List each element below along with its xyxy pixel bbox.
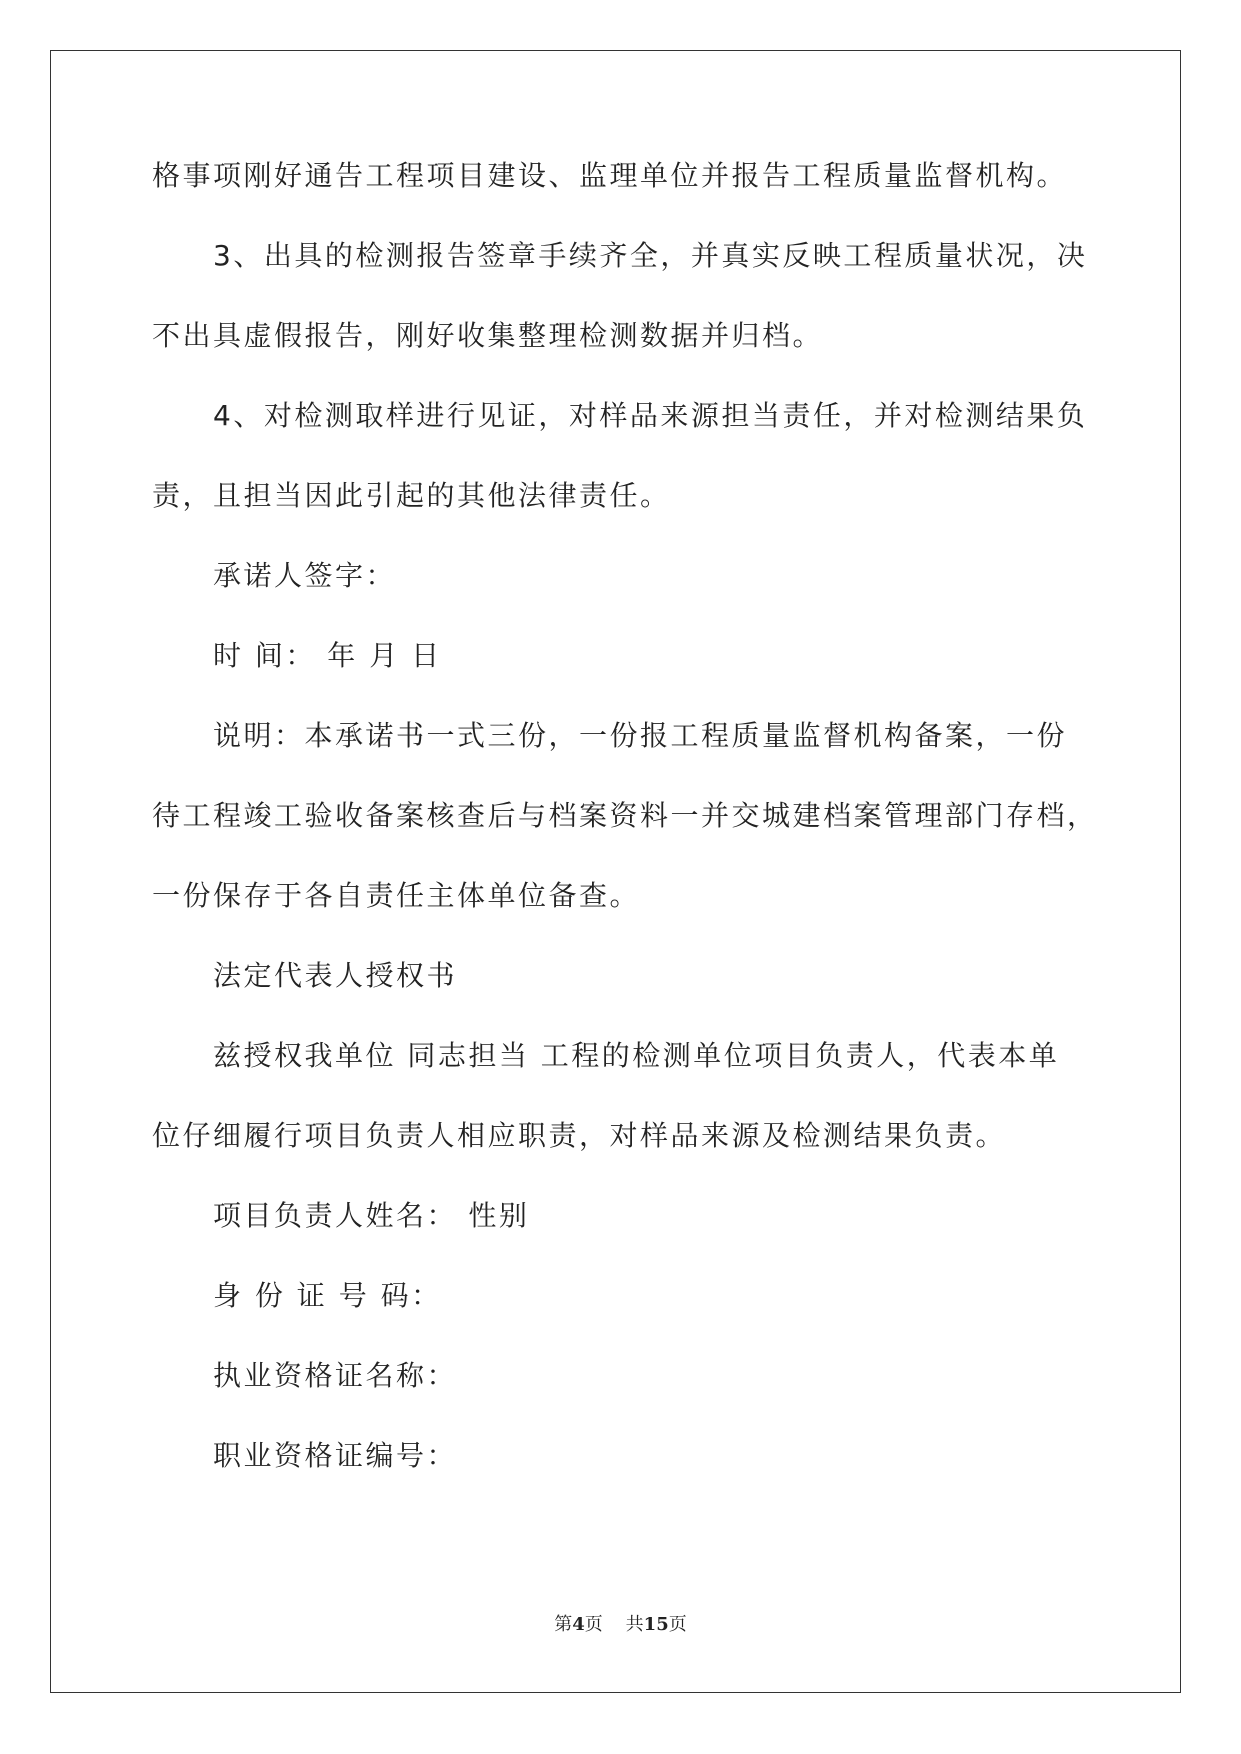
field-name-gender: 项目负责人姓名： 性别 — [213, 1199, 530, 1232]
paragraph-line-2: 3、出具的检测报告签章手续齐全，并真实反映工程质量状况，决 — [213, 239, 1088, 272]
note-line-2: 待工程竣工验收备案核查后与档案资料一并交城建档案管理部门存档， — [152, 799, 1098, 832]
footer-suffix: 页 — [668, 1614, 687, 1635]
paragraph-line-5: 责，且担当因此引起的其他法律责任。 — [152, 479, 671, 512]
field-qualification-number: 职业资格证编号： — [213, 1439, 458, 1472]
promisor-signature-line: 承诺人签字： — [213, 559, 397, 592]
current-page-number: 4 — [572, 1614, 585, 1635]
paragraph-line-1: 格事项刚好通告工程项目建设、监理单位并报告工程质量监督机构。 — [152, 159, 1068, 192]
note-line-1: 说明：本承诺书一式三份，一份报工程质量监督机构备案，一份 — [213, 719, 1068, 752]
footer-prefix: 第 — [554, 1614, 573, 1635]
note-line-3: 一份保存于各自责任主体单位备查。 — [152, 879, 641, 912]
page-number-footer — [0, 1610, 1241, 1636]
authorization-line-2: 位仔细履行项目负责人相应职责，对样品来源及检测结果负责。 — [152, 1119, 1007, 1152]
paragraph-line-3: 不出具虚假报告，刚好收集整理检测数据并归档。 — [152, 319, 824, 352]
authorization-line-1: 兹授权我单位 同志担当 工程的检测单位项目负责人，代表本单 — [213, 1039, 1060, 1072]
field-id-number: 身 份 证 号 码： — [213, 1279, 442, 1312]
paragraph-line-4: 4、对检测取样进行见证，对样品来源担当责任，并对检测结果负 — [213, 399, 1088, 432]
field-qualification-name: 执业资格证名称： — [213, 1359, 458, 1392]
footer-mid: 页 共 — [584, 1614, 644, 1635]
total-page-number: 15 — [643, 1614, 669, 1635]
authorization-title: 法定代表人授权书 — [213, 959, 458, 992]
date-line: 时 间： 年 月 日 — [213, 639, 442, 672]
